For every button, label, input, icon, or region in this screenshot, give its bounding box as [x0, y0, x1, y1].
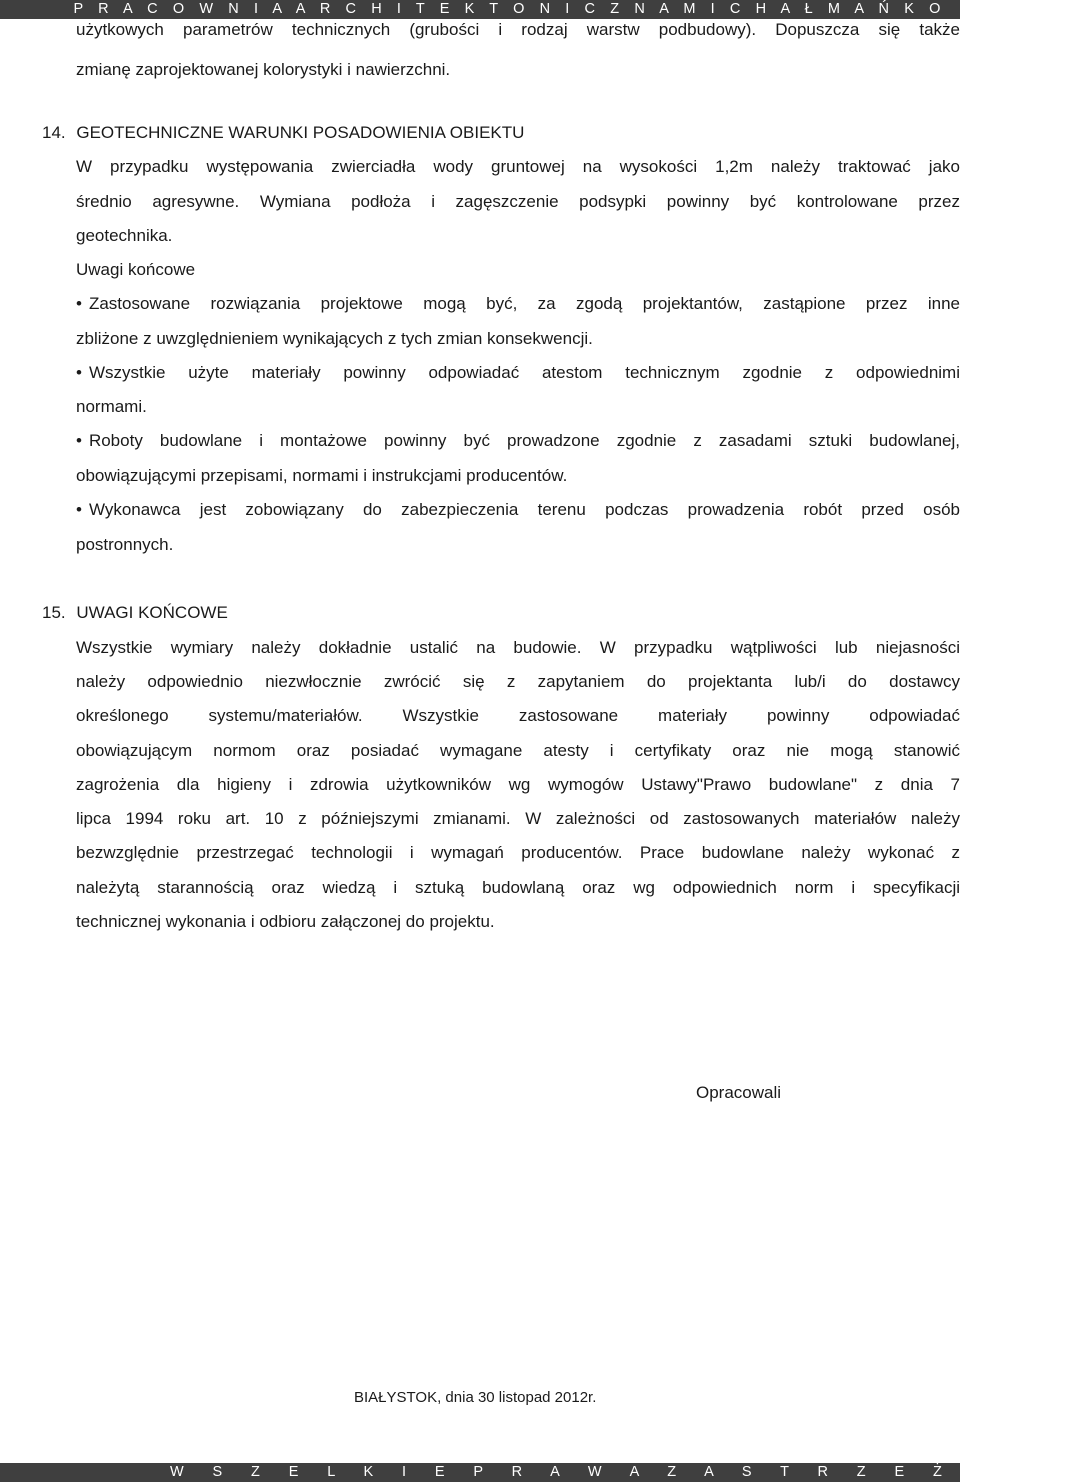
paragraph-line: zmianę zaprojektowanej kolorystyki i nawierzchni. [76, 60, 451, 79]
bullet-item [76, 430, 960, 452]
bullet-icon: • [76, 431, 82, 450]
header-studio-name: P R A C O W N I A A R C H I T E K T O N I C Z N A M I C H A Ł M A Ń K O [73, 1, 946, 17]
bullet-text: Wszystkie użyte materiały powinny odpowiadać atestom technicznym zgodnie z odpowiednimi [88, 363, 960, 382]
bullet-item [76, 293, 960, 315]
section-title: GEOTECHNICZNE WARUNKI POSADOWIENIA OBIEKTU [76, 123, 525, 142]
section-14-heading [42, 122, 524, 144]
bullet-icon: • [76, 294, 82, 313]
bullet-item [76, 499, 960, 521]
bullet-item [76, 362, 960, 384]
bullet-continuation: normami. [76, 397, 147, 416]
paragraph-line: W przypadku występowania zwierciadła wody gruntowej na wysokości 1,2m należy traktować jako [76, 157, 960, 176]
remarks-title: Uwagi końcowe [76, 260, 196, 279]
section-number: 14. [42, 123, 66, 142]
section-number: 15. [42, 603, 66, 622]
bullet-text: Roboty budowlane i montażowe powinny być prowadzone zgodnie z zasadami sztuki budowlanej, [88, 431, 960, 450]
bullet-continuation: obowiązującymi przepisami, normami i instrukcjami producentów. [76, 466, 568, 485]
page-footer-bar [0, 1463, 1072, 1482]
paragraph-line: technicznej wykonania i odbioru załączonej do projektu. [76, 912, 495, 931]
bullet-continuation: zbliżone z uwzględnieniem wynikających z tych zmian konsekwencji. [76, 329, 593, 348]
footer-rights-text: W S Z E L K I E P R A W A Z A S T R Z E Ż O N E [170, 1464, 1072, 1480]
page-header-bar [0, 0, 960, 19]
paragraph-line: należytą starannością oraz wiedzą i sztuką budowlaną oraz wg odpowiednich norm i specyfikacji [76, 878, 960, 897]
paragraph-line: Wszystkie wymiary należy dokładnie ustalić na budowie. W przypadku wątpliwości lub niejasności [76, 638, 960, 657]
signature-label: Opracowali [696, 1083, 782, 1102]
paragraph-line: obowiązującym normom oraz posiadać wymagane atesty i certyfikaty oraz nie mogą stanowić [76, 741, 960, 760]
bullet-text: Wykonawca jest zobowiązany do zabezpieczenia terenu podczas prowadzenia robót przed osób [88, 500, 960, 519]
paragraph-line: należy odpowiednio niezwłocznie zwrócić się z zapytaniem do projektanta lub/i do dostawcy [76, 672, 960, 691]
bullet-text: Zastosowane rozwiązania projektowe mogą być, za zgodą projektantów, zastąpione przez inne [88, 294, 960, 313]
bullet-icon: • [76, 500, 82, 519]
paragraph-line: lipca 1994 roku art. 10 z późniejszymi zmianami. W zależności od zastosowanych materiałów należy [76, 809, 960, 828]
paragraph-line: określonego systemu/materiałów. Wszystkie zastosowane materiały powinny odpowiadać [76, 706, 960, 725]
section-15-heading [42, 602, 228, 624]
place-and-date: BIAŁYSTOK, dnia 30 listopad 2012r. [354, 1389, 597, 1406]
section-title: UWAGI KOŃCOWE [76, 603, 228, 622]
paragraph-line: użytkowych parametrów technicznych (grubości i rodzaj warstw podbudowy). Dopuszcza się także [76, 20, 960, 39]
bullet-continuation: postronnych. [76, 535, 174, 554]
paragraph-line: geotechnika. [76, 226, 173, 245]
paragraph-line: bezwzględnie przestrzegać technologii i wymagań producentów. Prace budowlane należy wykonać z [76, 843, 960, 862]
bullet-icon: • [76, 363, 82, 382]
paragraph-line: średnio agresywne. Wymiana podłoża i zagęszczenie podsypki powinny być kontrolowane przez [76, 192, 960, 211]
paragraph-line: zagrożenia dla higieny i zdrowia użytkowników wg wymogów Ustawy"Prawo budowlane" z dnia 7 [76, 775, 960, 794]
